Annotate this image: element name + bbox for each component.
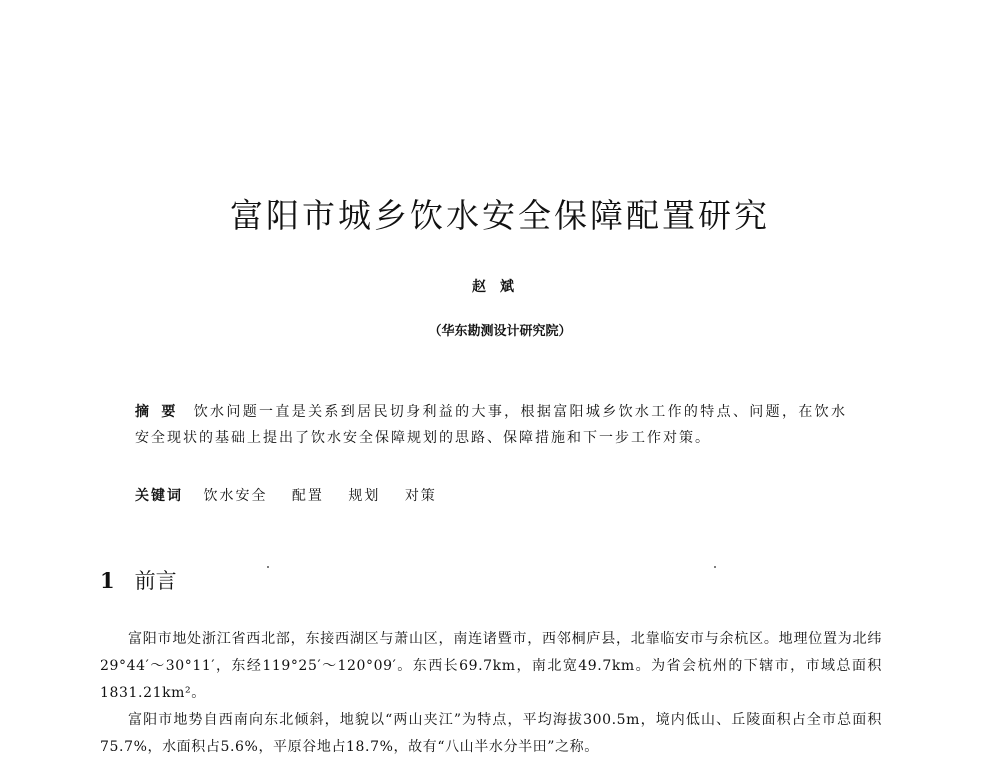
- section-body: [100, 626, 882, 760]
- keywords-block: [135, 483, 455, 509]
- paper-title: 富阳市城乡饮水安全保障配置研究: [230, 196, 770, 235]
- section-number: 1: [100, 568, 115, 593]
- paper-author: 赵斌: [472, 279, 528, 295]
- keyword-item: 配置: [291, 488, 324, 504]
- body-paragraph: 富阳市地势自西南向东北倾斜，地貌以“两山夹江”为特点，平均海拔300.5m，境内低山、丘陵面积占全市总面积75.7%，水面积占5.6%，平原谷地占18.7%，故有“八山半水分半田”之称。: [100, 712, 882, 755]
- scan-speck: [267, 566, 269, 568]
- body-paragraph: 富阳市地处浙江省西北部，东接西湖区与萧山区，南连诸暨市，西邻桐庐县，北靠临安市与余杭区。地理位置为北纬29°44′～30°11′，东经119°25′～120°09′。东西长69.7km，南北宽49.7km。为省会杭州的下辖市，市域总面积1831.21km²。: [100, 631, 882, 701]
- keyword-item: 饮水安全: [203, 488, 268, 504]
- section-heading: [100, 565, 177, 595]
- abstract-text: 饮水问题一直是关系到居民切身利益的大事，根据富阳城乡饮水工作的特点、问题，在饮水安全现状的基础上提出了饮水安全保障规划的思路、保障措施和下一步工作对策。: [135, 404, 848, 446]
- keywords-label: 关键词: [135, 488, 183, 504]
- paper-affiliation: （华东勘测设计研究院）: [428, 324, 572, 339]
- section-title: 前言: [134, 569, 177, 593]
- keyword-item: 对策: [404, 488, 437, 504]
- keyword-item: 规划: [348, 488, 381, 504]
- abstract-label: 摘要: [135, 404, 188, 420]
- abstract-block: [135, 399, 847, 451]
- scan-speck: [714, 566, 716, 568]
